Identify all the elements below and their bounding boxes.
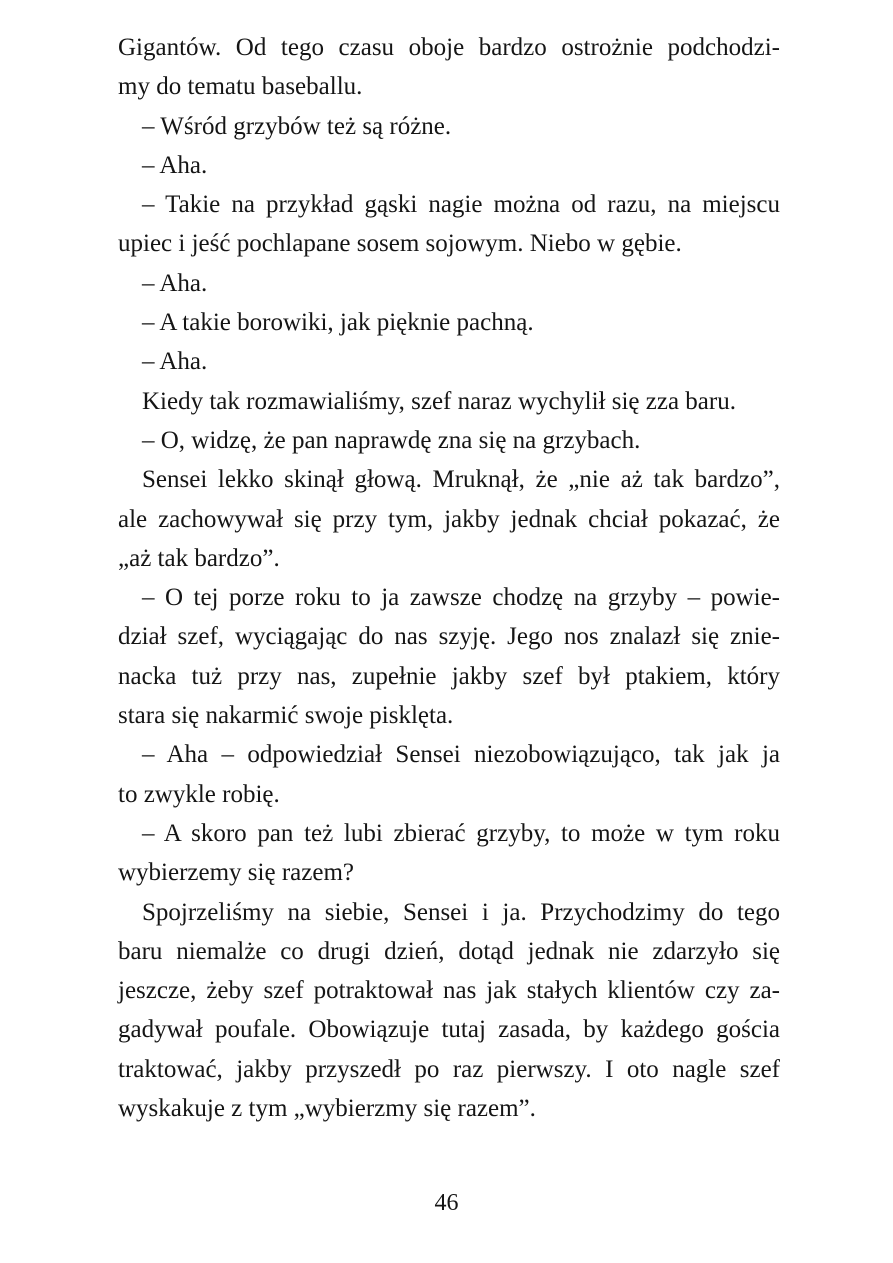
text-line: „aż tak bardzo”. [118,544,280,572]
text-line: Gigantów. Od tego czasu oboje bardzo ostrożnie podchodzi- [118,34,780,61]
text-line: – Takie na przykład gąski nagie można od razu, na miejscu [142,191,780,219]
text-line: dział szef, wyciągając do nas szyję. Jego nos znalazł się znie- [118,623,780,651]
text-line: – A takie borowiki, jak pięknie pachną. [142,309,534,337]
page-number: 46 [434,1190,459,1216]
text-line: – O tej porze roku to ja zawsze chodzę na grzyby – powie- [142,584,780,612]
text-line: nacka tuż przy nas, zupełnie jakby szef był ptakiem, który [118,662,780,690]
text-line: – Aha – odpowiedział Sensei niezobowiązująco, tak jak ja [142,741,780,769]
text-line: Spojrzeliśmy na siebie, Sensei i ja. Przychodzimy do tego [142,898,780,926]
text-line: baru niemalże co drugi dzień, dotąd jednak nie zdarzyło się [118,937,780,965]
text-line: – Aha. [142,269,208,297]
text-line: wyskakuje z tym „wybierzmy się razem”. [118,1095,536,1123]
text-line: wybierzemy się razem? [118,859,354,887]
text-line: my do tematu baseballu. [118,73,363,101]
text-line: stara się nakarmić swoje pisklęta. [118,702,454,730]
page-body [118,28,780,1128]
text-line: – Aha. [142,348,208,376]
text-line: to zwykle robię. [118,780,280,808]
text-line: gadywał poufale. Obowiązuje tutaj zasada, by każdego gościa [118,1016,780,1044]
text-line: Sensei lekko skinął głową. Mruknął, że „nie aż tak bardzo”, [142,466,780,494]
text-line: Kiedy tak rozmawialiśmy, szef naraz wychylił się zza baru. [142,387,736,415]
text-line: – Aha. [142,151,208,179]
text-line: ale zachowywał się przy tym, jakby jednak chciał pokazać, że [118,505,780,533]
text-line: traktować, jakby przyszedł po raz pierwszy. I oto nagle szef [118,1055,780,1083]
text-line: – A skoro pan też lubi zbierać grzyby, to może w tym roku [142,819,780,847]
text-line: – O, widzę, że pan naprawdę zna się na grzybach. [142,426,641,454]
text-line: – Wśród grzybów też są różne. [142,112,452,140]
text-line: upiec i jeść pochlapane sosem sojowym. Niebo w gębie. [118,230,682,258]
text-line: jeszcze, żeby szef potraktował nas jak stałych klientów czy za- [118,977,780,1005]
